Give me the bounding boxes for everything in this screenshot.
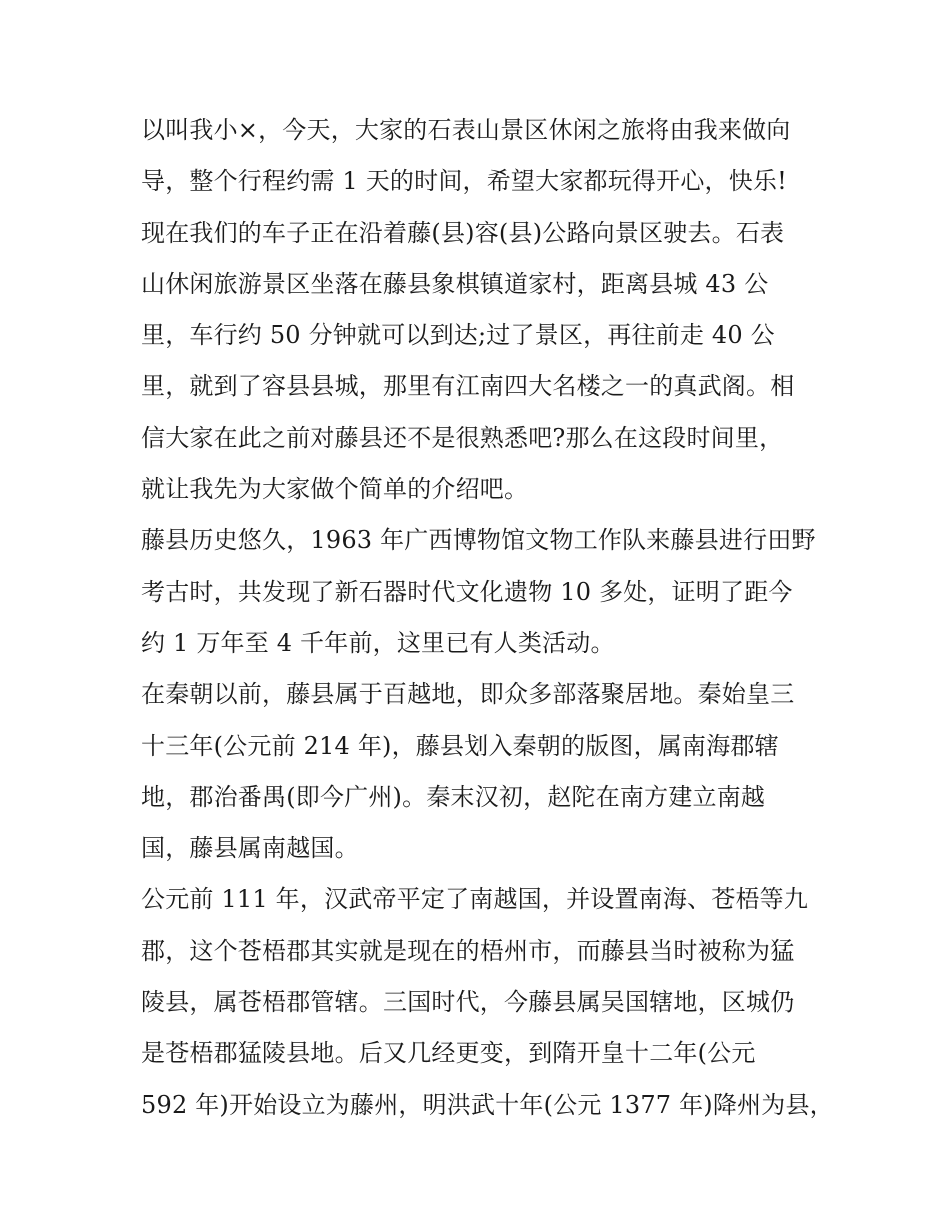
text-line: 考古时，共发现了新石器时代文化遗物 10 多处，证明了距今 bbox=[141, 577, 793, 606]
text-line: 是苍梧郡猛陵县地。后又几经更变，到隋开皇十二年(公元 bbox=[141, 1039, 756, 1068]
text-line: 592 年)开始设立为藤州，明洪武十年(公元 1377 年)降州为县， bbox=[141, 1090, 834, 1119]
document-body bbox=[141, 105, 834, 1131]
text-line: 山休闲旅游景区坐落在藤县象棋镇道家村，距离县城 43 公 bbox=[141, 269, 769, 298]
text-line: 地，郡治番禺(即今广州)。秦末汉初，赵陀在南方建立南越 bbox=[141, 782, 766, 811]
text-line: 国，藤县属南越国。 bbox=[141, 834, 359, 863]
text-line: 在秦朝以前，藤县属于百越地，即众多部落聚居地。秦始皇三 bbox=[141, 680, 795, 709]
text-line: 约 1 万年至 4 千年前，这里已有人类活动。 bbox=[141, 628, 615, 657]
text-line: 藤县历史悠久，1963 年广西博物馆文物工作队来藤县进行田野 bbox=[141, 526, 816, 555]
text-line: 以叫我小×，今天，大家的石表山景区休闲之旅将由我来做向 bbox=[141, 116, 791, 144]
text-line: 陵县，属苍梧郡管辖。三国时代，今藤县属吴国辖地，区城仍 bbox=[141, 988, 795, 1017]
text-line: 导，整个行程约需 1 天的时间，希望大家都玩得开心，快乐! bbox=[141, 167, 787, 196]
text-line: 郡，这个苍梧郡其实就是现在的梧州市，而藤县当时被称为猛 bbox=[141, 936, 795, 965]
text-line: 十三年(公元前 214 年)，藤县划入秦朝的版图，属南海郡辖 bbox=[141, 731, 779, 760]
text-line: 现在我们的车子正在沿着藤(县)容(县)公路向景区驶去。石表 bbox=[141, 218, 785, 247]
text-line: 里，车行约 50 分钟就可以到达;过了景区，再往前走 40 公 bbox=[141, 321, 775, 350]
text-line: 信大家在此之前对藤县还不是很熟悉吧?那么在这段时间里， bbox=[141, 423, 784, 452]
text-line: 公元前 111 年，汉武帝平定了南越国，并设置南海、苍梧等九 bbox=[141, 885, 809, 914]
text-line: 里，就到了容县县城，那里有江南四大名楼之一的真武阁。相 bbox=[141, 372, 795, 401]
text-line: 就让我先为大家做个简单的介绍吧。 bbox=[141, 475, 529, 504]
